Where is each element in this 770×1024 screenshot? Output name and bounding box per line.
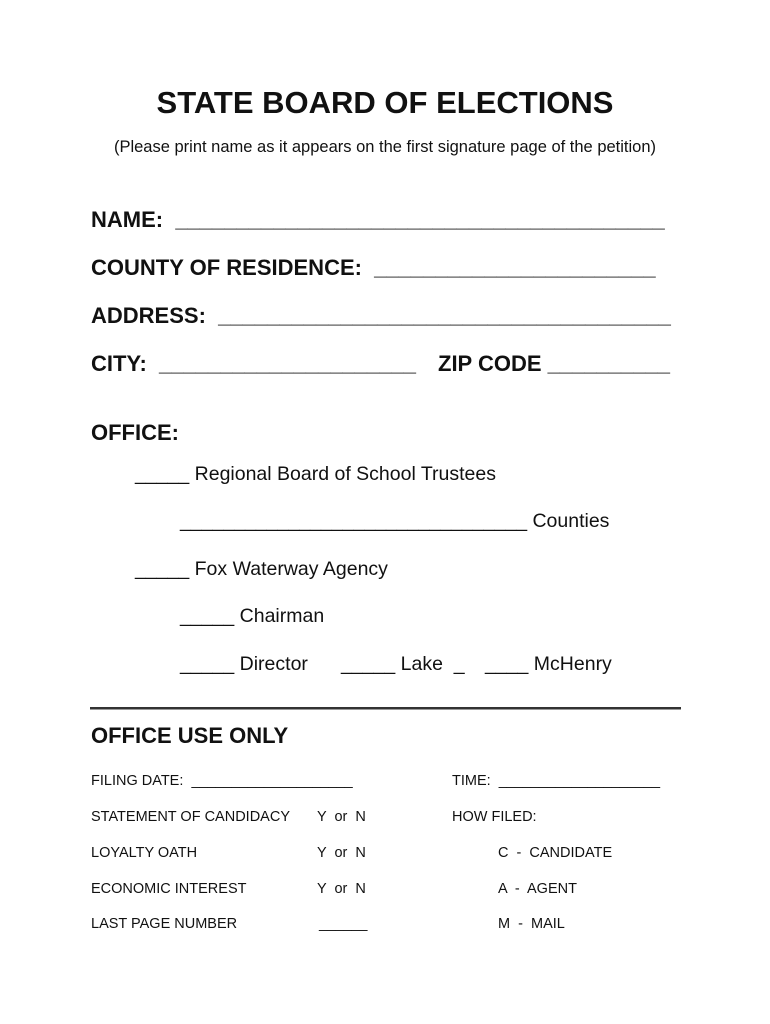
mail-option[interactable]: M - MAIL bbox=[498, 916, 565, 932]
lake-option[interactable]: _____ Lake _ bbox=[341, 653, 465, 675]
fox-waterway-option[interactable]: _____ Fox Waterway Agency bbox=[135, 558, 388, 580]
agent-option[interactable]: A - AGENT bbox=[498, 881, 577, 897]
office-label: OFFICE: bbox=[91, 420, 179, 445]
city-field[interactable]: CITY: _____________________ bbox=[91, 351, 416, 376]
subtitle: (Please print name as it appears on the first signature page of the petition) bbox=[113, 138, 657, 156]
zip-code-field[interactable]: ZIP CODE __________ bbox=[438, 351, 670, 376]
statement-label: STATEMENT OF CANDIDACY bbox=[91, 809, 290, 825]
last-page-label: LAST PAGE NUMBER bbox=[91, 916, 238, 932]
last-page-field[interactable]: ______ bbox=[319, 916, 368, 932]
name-field[interactable]: NAME: ________________________________________ bbox=[91, 207, 665, 232]
counties-field[interactable]: ________________________________ Counties bbox=[180, 510, 610, 532]
regional-board-option[interactable]: _____ Regional Board of School Trustees bbox=[135, 463, 496, 485]
loyalty-label: LOYALTY OATH bbox=[91, 845, 198, 861]
candidate-option[interactable]: C - CANDIDATE bbox=[498, 845, 613, 861]
filing-date-field[interactable]: FILING DATE: ____________________ bbox=[91, 773, 353, 789]
loyalty-yes-no[interactable]: Y or N bbox=[317, 845, 366, 861]
section-divider bbox=[90, 707, 681, 710]
address-field[interactable]: ADDRESS: _____________________________________ bbox=[91, 303, 671, 328]
how-filed-label: HOW FILED: bbox=[452, 809, 537, 825]
economic-label: ECONOMIC INTEREST bbox=[91, 881, 247, 897]
statement-yes-no[interactable]: Y or N bbox=[317, 809, 366, 825]
office-use-heading: OFFICE USE ONLY bbox=[91, 723, 289, 748]
county-field[interactable]: COUNTY OF RESIDENCE: _______________________ bbox=[91, 255, 656, 280]
director-option[interactable]: _____ Director bbox=[180, 653, 308, 675]
mchenry-option[interactable]: ____ McHenry bbox=[485, 653, 612, 675]
chairman-option[interactable]: _____ Chairman bbox=[180, 605, 325, 627]
time-field[interactable]: TIME: ____________________ bbox=[452, 773, 661, 789]
page-title: STATE BOARD OF ELECTIONS bbox=[156, 85, 614, 120]
economic-yes-no[interactable]: Y or N bbox=[317, 881, 366, 897]
